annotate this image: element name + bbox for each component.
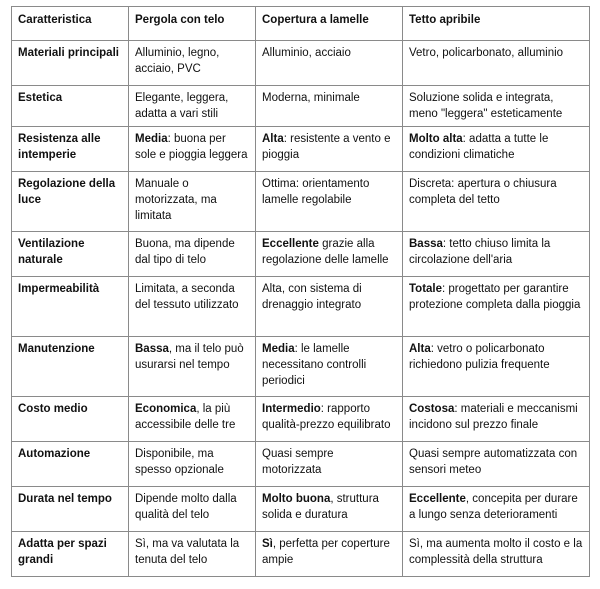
cell-text: : tetto chiuso limita la circolazione dell'aria <box>409 238 551 266</box>
table-row <box>12 532 590 577</box>
header-tetto: Tetto apribile <box>403 7 590 41</box>
table-cell <box>256 232 403 277</box>
table-row <box>12 397 590 442</box>
table-row <box>12 127 590 172</box>
table-cell <box>129 127 256 172</box>
cell-text: : buona per sole e pioggia leggera <box>135 133 248 161</box>
table-cell <box>256 442 403 487</box>
row-label: Materiali principali <box>12 41 129 86</box>
cell-text: Alluminio, legno, acciaio, PVC <box>135 47 220 75</box>
cell-text: grazie alla regolazione delle lamelle <box>262 238 389 266</box>
table-row <box>12 86 590 127</box>
cell-emphasis: Eccellente <box>262 238 319 250</box>
cell-text: , concepita per durare a lungo senza deterioramenti <box>409 493 578 521</box>
cell-text: Alluminio, acciaio <box>262 47 351 59</box>
cell-emphasis: Molto buona <box>262 493 331 505</box>
cell-emphasis: Media <box>135 133 168 145</box>
cell-text: : rapporto qualità-prezzo equilibrato <box>262 403 391 431</box>
cell-emphasis: Media <box>262 343 295 355</box>
cell-text: Sì, ma aumenta molto il costo e la complessità della struttura <box>409 538 583 566</box>
table-cell <box>403 41 590 86</box>
table-row <box>12 442 590 487</box>
cell-text: Vetro, policarbonato, alluminio <box>409 47 564 59</box>
table-cell <box>256 487 403 532</box>
cell-text: , ma il telo può usurarsi nel tempo <box>135 343 244 371</box>
table-cell <box>129 232 256 277</box>
table-cell <box>129 277 256 337</box>
comparison-table <box>11 6 590 577</box>
cell-text: Buona, ma dipende dal tipo di telo <box>135 238 235 266</box>
table-cell <box>256 127 403 172</box>
table-cell <box>129 86 256 127</box>
row-label: Resistenza alle intemperie <box>12 127 129 172</box>
table-row <box>12 277 590 337</box>
cell-text: , la più accessibile delle tre <box>135 403 236 431</box>
cell-text: : adatta a tutte le condizioni climatiche <box>409 133 549 161</box>
table-cell <box>256 337 403 397</box>
row-label: Durata nel tempo <box>12 487 129 532</box>
cell-text: Manuale o motorizzata, ma limitata <box>135 178 217 222</box>
cell-text: : materiali e meccanismi incidono sul prezzo finale <box>409 403 578 431</box>
cell-text: Soluzione solida e integrata, meno "leggera" esteticamente <box>409 92 563 120</box>
table-cell <box>403 172 590 232</box>
cell-text: Limitata, a seconda del tessuto utilizzato <box>135 283 239 311</box>
cell-text: Quasi sempre motorizzata <box>262 448 334 476</box>
cell-emphasis: Sì <box>262 538 273 550</box>
table-cell <box>129 397 256 442</box>
cell-emphasis: Alta <box>409 343 431 355</box>
table-cell <box>403 127 590 172</box>
cell-emphasis: Eccellente <box>409 493 466 505</box>
row-label: Costo medio <box>12 397 129 442</box>
table-row <box>12 41 590 86</box>
cell-text: Ottima: orientamento lamelle regolabile <box>262 178 370 206</box>
table-cell <box>403 532 590 577</box>
cell-text: Quasi sempre automatizzata con sensori meteo <box>409 448 578 476</box>
table-cell <box>256 172 403 232</box>
cell-emphasis: Economica <box>135 403 197 415</box>
table-row <box>12 487 590 532</box>
header-lamelle: Copertura a lamelle <box>256 7 403 41</box>
table-row <box>12 172 590 232</box>
table-cell <box>256 277 403 337</box>
row-label: Automazione <box>12 442 129 487</box>
cell-text: : le lamelle necessitano controlli periodici <box>262 343 367 387</box>
table-cell <box>129 172 256 232</box>
table-row <box>12 337 590 397</box>
table-cell <box>256 532 403 577</box>
header-row <box>12 7 590 41</box>
cell-text: : progettato per garantire protezione completa dalla pioggia <box>409 283 581 311</box>
table-cell <box>403 337 590 397</box>
table-cell <box>256 397 403 442</box>
table-cell <box>403 232 590 277</box>
cell-text: , struttura solida e duratura <box>262 493 379 521</box>
table-cell <box>129 487 256 532</box>
row-label: Regolazione della luce <box>12 172 129 232</box>
cell-emphasis: Intermedio <box>262 403 321 415</box>
table-cell <box>256 41 403 86</box>
row-label: Estetica <box>12 86 129 127</box>
cell-emphasis: Bassa <box>409 238 443 250</box>
cell-text: Dipende molto dalla qualità del telo <box>135 493 237 521</box>
table-cell <box>129 442 256 487</box>
row-label: Adatta per spazi grandi <box>12 532 129 577</box>
row-label: Ventilazione naturale <box>12 232 129 277</box>
cell-emphasis: Costosa <box>409 403 455 415</box>
cell-text: Discreta: apertura o chiusura completa del tetto <box>409 178 557 206</box>
cell-text: : vetro o policarbonato richiedono pulizia frequente <box>409 343 550 371</box>
cell-text: : resistente a vento e pioggia <box>262 133 391 161</box>
row-label: Impermeabilità <box>12 277 129 337</box>
cell-emphasis: Alta <box>262 133 284 145</box>
comparison-table-container <box>11 6 589 577</box>
table-row <box>12 232 590 277</box>
header-caratteristica: Caratteristica <box>12 7 129 41</box>
table-cell <box>256 86 403 127</box>
cell-emphasis: Bassa <box>135 343 169 355</box>
cell-text: Moderna, minimale <box>262 92 360 104</box>
cell-text: Sì, ma va valutata la tenuta del telo <box>135 538 240 566</box>
table-cell <box>129 41 256 86</box>
cell-emphasis: Molto alta <box>409 133 463 145</box>
header-pergola: Pergola con telo <box>129 7 256 41</box>
table-cell <box>129 532 256 577</box>
cell-text: Alta, con sistema di drenaggio integrato <box>262 283 362 311</box>
cell-text: Elegante, leggera, adatta a vari stili <box>135 92 229 120</box>
cell-text: , perfetta per coperture ampie <box>262 538 390 566</box>
table-cell <box>403 86 590 127</box>
table-cell <box>403 487 590 532</box>
cell-emphasis: Totale <box>409 283 443 295</box>
table-cell <box>129 337 256 397</box>
cell-text: Disponibile, ma spesso opzionale <box>135 448 224 476</box>
row-label: Manutenzione <box>12 337 129 397</box>
table-cell <box>403 397 590 442</box>
table-cell <box>403 442 590 487</box>
table-cell <box>403 277 590 337</box>
